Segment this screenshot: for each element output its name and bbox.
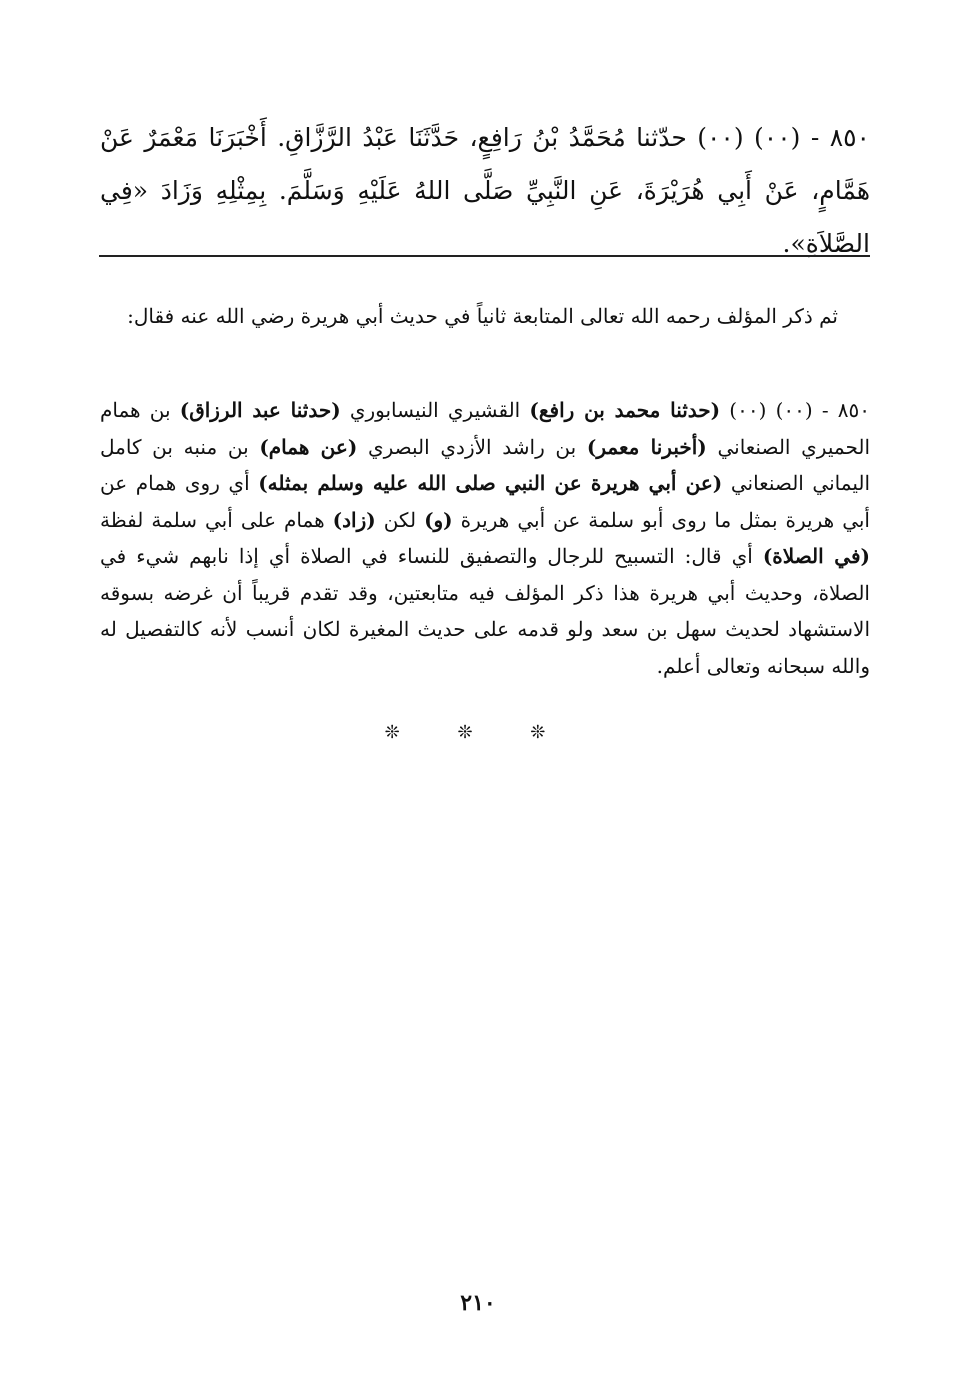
commentary-text: بن همام الحميري الصنعاني <box>100 398 871 459</box>
commentary-text: همام على أبي سلمة لفظة <box>100 507 333 532</box>
commentary-text: القشيري النيسابوري <box>340 398 530 422</box>
commentary-text: أي روى همام عن أبي هريرة بمثل ما روى أبو سلمة عن أبي هريرة <box>100 471 870 532</box>
commentary-bold: (حدثنا عبد الرزاق) <box>179 398 341 422</box>
hadith-text: ٨٥٠ - (٠٠) (٠٠) حدّثنا مُحَمَّدُ بْنُ رَافِعٍ، حَدَّثَنَا عَبْدُ الرَّزَّاقِ. أَخْبَرَنَا مَعْمَرٌ عَنْ هَمَّامٍ، عَنْ أَبِي هُرَيْرَةَ، عَنِ النَّبِيِّ صَلَّى اللهُ عَلَيْهِ وَسَلَّمَ. بِمِثْلِهِ وَزَادَ «فِي الصَّلاَةِ». <box>100 123 870 258</box>
commentary-text: أي قال: التسبيح للرجال والتصفيق للنساء في الصلاة أي إذا نابهم شيء في الصلاة، وحديث أبي هريرة هذا ذكر المؤلف فيه متابعتين، وقد تقدم قريباً أن غرضه بسوقه الاستشهاد لحديث سهل بن سعد ولو قدمه على حديث المغيرة لكان أنسب لأنه كالتفصيل له والله سبحانه وتعالى أعلم. <box>100 544 871 678</box>
commentary-intro: ثم ذكر المؤلف رحمه الله تعالى المتابعة ثانياً في حديث أبي هريرة رضي الله عنه فقال: <box>127 304 838 328</box>
commentary-bold: (و) <box>424 507 453 532</box>
commentary-paragraph <box>100 392 870 684</box>
commentary-bold: (زاد) <box>332 507 376 532</box>
commentary-bold: (عن أبي هريرة عن النبي صلى الله عليه وسلم بمثله) <box>258 471 723 495</box>
commentary-bold: (عن همام) <box>259 434 358 459</box>
commentary-bold: (حدثنا محمد بن رافع) <box>529 398 721 422</box>
commentary-bold: (أخبرنا معمر) <box>586 434 707 459</box>
commentary-text: ٨٥٠ - (٠٠) (٠٠) <box>720 398 871 422</box>
section-ornament: ❊ ❊ ❊ <box>384 722 572 743</box>
footnote-separator <box>99 255 870 257</box>
commentary-bold: (في الصلاة) <box>762 544 870 568</box>
page-number: ٢١٠ <box>460 1290 496 1316</box>
commentary-text: بن راشد الأزدي البصري <box>357 434 587 459</box>
commentary-text: لكن <box>375 507 425 532</box>
commentary-text: بن منبه بن كامل اليماني الصنعاني <box>100 434 870 495</box>
